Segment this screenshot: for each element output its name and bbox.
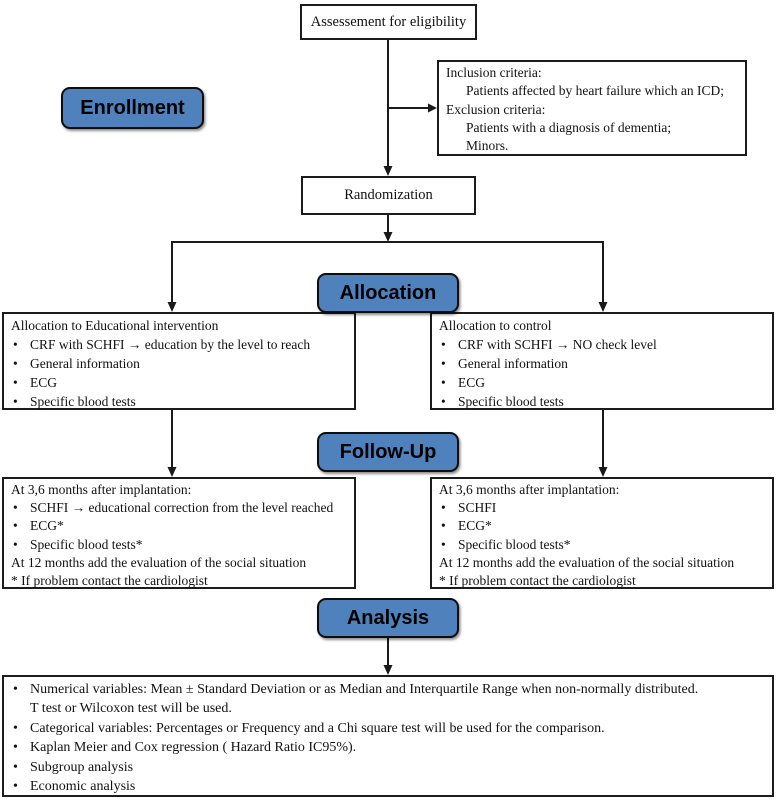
footnote-line: * If problem contact the cardiologist [11, 573, 208, 589]
list-item: • General information [13, 356, 140, 371]
note-line: At 12 months add the evaluation of the social situation [439, 554, 735, 570]
bullet-glyph: • [13, 337, 18, 352]
followup-label: Follow-Up [339, 440, 437, 463]
bullet-glyph: • [13, 375, 18, 390]
list-item: • ECG* [432, 517, 772, 535]
analysis-badge [317, 598, 459, 638]
followup-intervention-box [2, 477, 356, 589]
bullet-glyph: • [441, 375, 446, 390]
list-item: • CRF with SCHFI → education by the level to reach [13, 337, 311, 352]
enrollment-badge [61, 87, 204, 129]
footnote-line: * If problem contact the cardiologist [439, 573, 636, 589]
list-item: • Specific blood tests* [4, 536, 354, 554]
list-item: • Specific blood tests [441, 394, 564, 409]
list-item: • SCHFI → educational correction from the level reached [4, 499, 354, 517]
arrow-analysis-to-methods [384, 638, 393, 675]
bullet-glyph: • [13, 682, 18, 697]
allocation-control-box [430, 312, 774, 410]
list-item: • Subgroup analysis [4, 758, 772, 777]
bullet-glyph: • [13, 720, 18, 736]
bullet-glyph: • [13, 536, 18, 552]
analysis-label: Analysis [346, 606, 430, 629]
criteria-line: Inclusion criteria: [446, 65, 542, 80]
bullet-glyph: • [441, 500, 446, 516]
note-line: At 12 months add the evaluation of the social situation [11, 554, 307, 570]
bullet-glyph: • [441, 356, 446, 371]
arrow-intervention-to-followup [168, 410, 177, 477]
bullet-glyph: • [441, 337, 446, 352]
list-item: • Economic analysis [4, 777, 772, 796]
randomization-label: Randomization [344, 187, 433, 203]
list-item: • Specific blood tests* [432, 536, 772, 554]
list-item: • ECG* [4, 517, 354, 535]
list-item: • Kaplan Meier and Cox regression ( Hazard Ratio IC95%). [4, 738, 772, 757]
eligibility-label: Assessement for eligibility [310, 13, 467, 30]
allocation-label: Allocation [339, 281, 437, 304]
bullet-glyph: • [13, 759, 18, 775]
continuation-line: T test or Wilcoxon test will be used. [30, 701, 232, 717]
bullet-glyph: • [441, 394, 446, 409]
criteria-line: Patients affected by heart failure which an ICD; [466, 83, 725, 99]
allocation-badge [317, 273, 459, 313]
randomization-box [301, 176, 476, 215]
enrollment-label: Enrollment [80, 96, 185, 119]
list-item: • Categorical variables: Percentages or Frequency and a Chi square test will be used for the comparison. [4, 719, 772, 738]
list-item: • ECG [441, 375, 485, 390]
followup-control-box [430, 477, 774, 589]
list-item: • Numerical variables: Mean ± Standard Deviation or as Median and Interquartile Range when non-normally distributed. [4, 680, 772, 699]
criteria-line: Minors. [466, 138, 509, 154]
arrow-randomization-to-split [384, 215, 393, 242]
criteria-line: Patients with a diagnosis of dementia; [466, 119, 672, 135]
bullet-glyph: • [13, 356, 18, 371]
bullet-glyph: • [441, 518, 446, 534]
list-item: • CRF with SCHFI → NO check level [441, 337, 657, 352]
box-title: Allocation to control [439, 318, 552, 333]
arrow-branch-to-criteria [388, 104, 437, 113]
eligibility-box [300, 4, 477, 40]
arrow-control-to-followup [599, 410, 608, 477]
box-title: At 3,6 months after implantation: [11, 482, 192, 497]
criteria-line: Exclusion criteria: [446, 101, 546, 117]
bullet-glyph: • [13, 394, 18, 409]
list-item: • SCHFI [432, 499, 772, 517]
bullet-glyph: • [13, 518, 18, 534]
list-item: • Specific blood tests [13, 394, 136, 409]
box-title: Allocation to Educational intervention [11, 318, 219, 333]
list-item: • General information [441, 356, 568, 371]
bullet-glyph: • [13, 779, 18, 795]
allocation-intervention-box [2, 312, 356, 410]
bullet-glyph: • [13, 740, 18, 756]
box-title: At 3,6 months after implantation: [439, 482, 620, 497]
list-item: • ECG [13, 375, 57, 390]
bullet-glyph: • [13, 500, 18, 516]
criteria-box [437, 60, 747, 156]
analysis-methods-box [2, 675, 774, 797]
followup-badge [317, 432, 459, 472]
bullet-glyph: • [441, 536, 446, 552]
